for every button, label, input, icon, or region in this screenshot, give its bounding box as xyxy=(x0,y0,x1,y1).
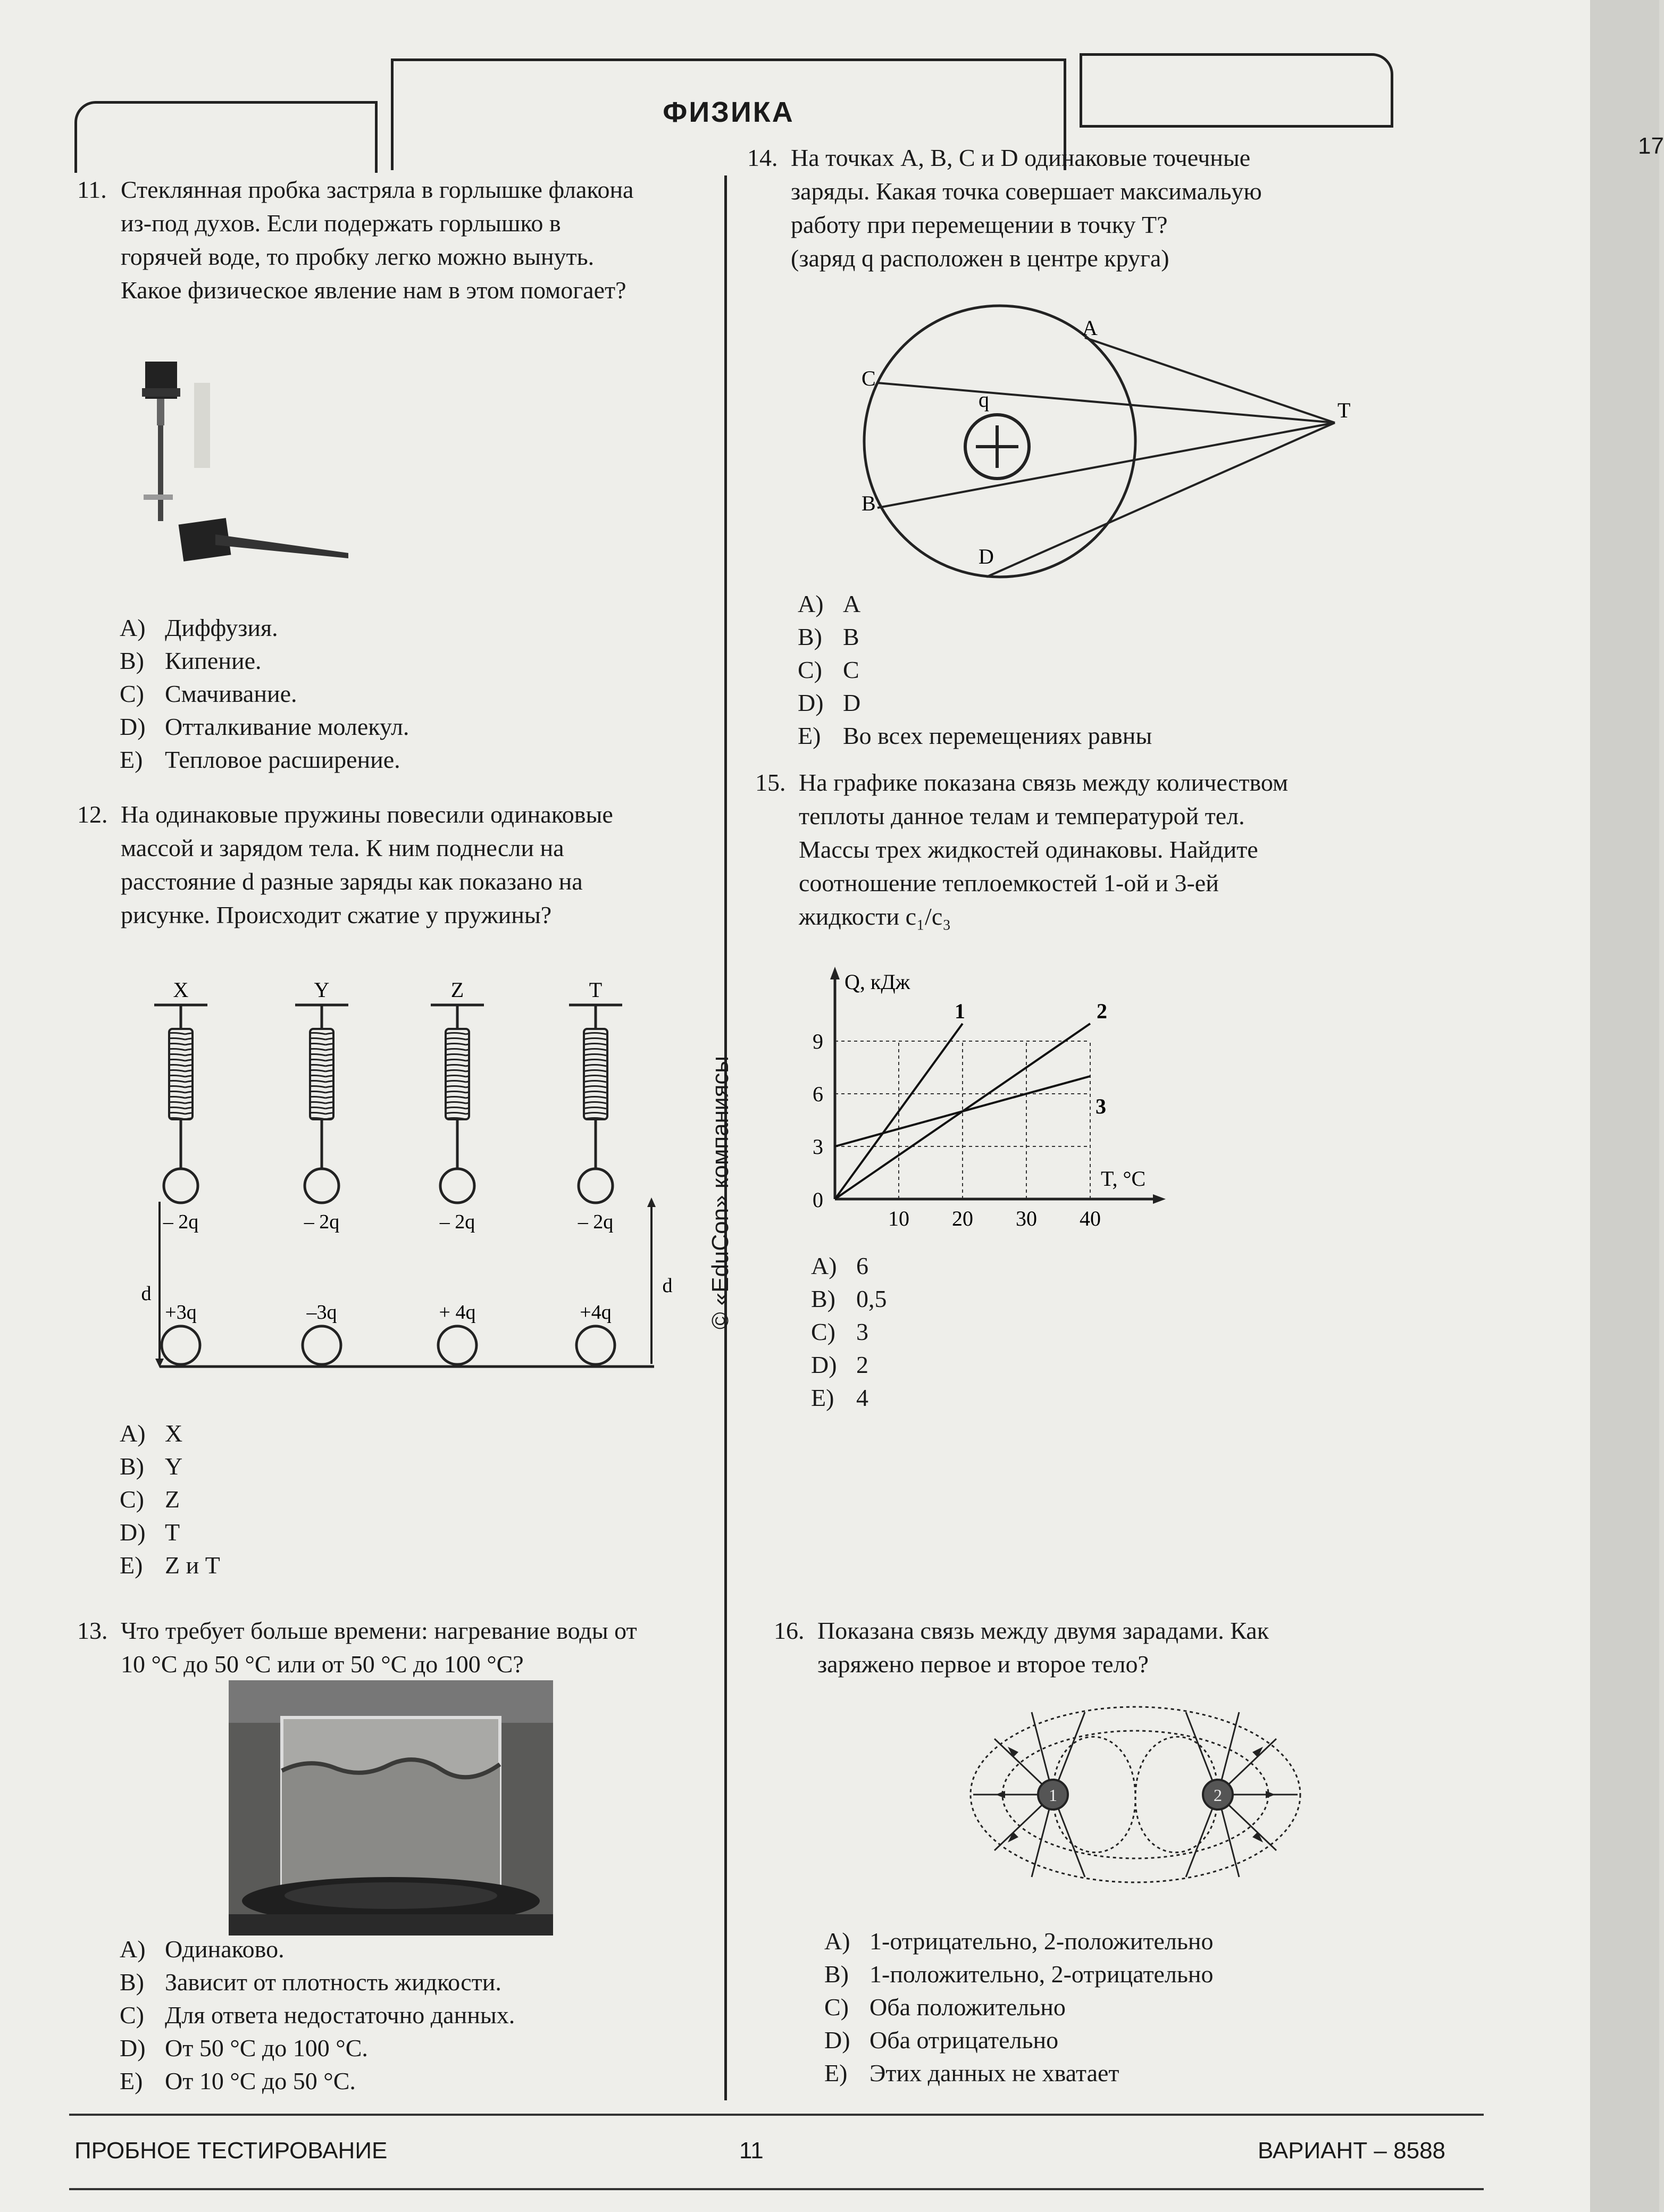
option-c[interactable]: C) Смачивание. xyxy=(120,680,297,707)
footer-page-number: 11 xyxy=(739,2138,764,2164)
question-number: 13. xyxy=(77,1617,108,1644)
option-c[interactable]: C) 3 xyxy=(811,1318,868,1345)
footer-left: ПРОБНОЕ ТЕСТИРОВАНИЕ xyxy=(74,2138,388,2164)
x-tick-label: 40 xyxy=(1080,1206,1101,1230)
option-d[interactable]: D) T xyxy=(120,1519,180,1546)
y-axis-arrow xyxy=(830,967,840,979)
q13-figure-beaker-photo xyxy=(229,1680,553,1936)
q12-figure-springs xyxy=(138,973,681,1377)
option-e[interactable]: E) Z и T xyxy=(120,1552,220,1579)
svg-text:T: T xyxy=(1337,398,1351,422)
option-e[interactable]: E) 4 xyxy=(811,1384,868,1411)
x-tick-label: 20 xyxy=(952,1206,973,1230)
option-e[interactable]: E) От 10 °C до 50 °C. xyxy=(120,2067,356,2094)
option-d[interactable]: D) Отталкивание молекул. xyxy=(120,713,409,740)
origin-label: 0 xyxy=(813,1188,823,1212)
header-subject: ФИЗИКА xyxy=(663,96,795,128)
y-axis-label: Q, кДж xyxy=(844,970,910,994)
svg-text:Y: Y xyxy=(314,978,330,1002)
svg-text:– 2q: – 2q xyxy=(578,1211,614,1233)
question-13 xyxy=(77,1614,726,1683)
option-e[interactable]: E) Этих данных не хватает xyxy=(824,2059,1119,2087)
option-d[interactable]: D) D xyxy=(798,689,861,716)
chart-grid xyxy=(835,1041,1090,1199)
x-tick-label: 10 xyxy=(888,1206,909,1230)
question-12-options xyxy=(120,1417,220,1582)
question-15-options xyxy=(811,1250,887,1414)
svg-text:q: q xyxy=(979,388,989,412)
option-b[interactable]: B) Кипение. xyxy=(120,647,262,674)
svg-text:+3q: +3q xyxy=(165,1301,197,1323)
option-c[interactable]: C) Для ответа недостаточно данных. xyxy=(120,2001,515,2029)
question-15 xyxy=(755,766,1420,941)
header-left-box xyxy=(74,101,378,173)
option-a[interactable]: A) Одинаково. xyxy=(120,1936,285,1963)
svg-text:1: 1 xyxy=(1049,1786,1057,1805)
option-a[interactable]: A) A xyxy=(798,590,861,617)
q15-chart xyxy=(787,957,1191,1234)
option-d[interactable]: D) Оба отрицательно xyxy=(824,2026,1059,2054)
question-text: На одинаковые пружины повесили одинаковые массой и зарядом тела. К ним поднесли на расстояние d разные заряды как показано на рисунке. Происходит сжатие у пружины? xyxy=(121,801,613,928)
q16-figure-field-lines xyxy=(963,1696,1308,1893)
x-tick-label: 30 xyxy=(1016,1206,1037,1230)
svg-text:A: A xyxy=(1082,316,1098,340)
option-b[interactable]: B) 0,5 xyxy=(811,1285,887,1312)
option-a[interactable]: A) 6 xyxy=(811,1252,868,1279)
option-b[interactable]: B) Y xyxy=(120,1453,183,1480)
question-text: На точках A, B, C и D одинаковые точечные заряды. Какая точка совершает максимальую работу при перемещении в точку T? (заряд q расположен в центре круга) xyxy=(791,144,1262,272)
option-c[interactable]: C) Z xyxy=(120,1486,180,1513)
svg-text:D: D xyxy=(979,544,994,568)
option-b[interactable]: B) B xyxy=(798,623,859,650)
question-16 xyxy=(774,1614,1439,1683)
svg-text:C: C xyxy=(862,366,876,390)
page-corner-number: 17 xyxy=(1638,133,1664,159)
footer-rule-top xyxy=(69,2114,1484,2116)
next-page-edge xyxy=(1590,0,1664,2212)
series-label-3: 3 xyxy=(1096,1094,1106,1118)
svg-text:– 2q: – 2q xyxy=(163,1211,199,1233)
svg-text:X: X xyxy=(173,978,189,1002)
y-tick-label: 6 xyxy=(813,1082,823,1106)
svg-text:2: 2 xyxy=(1214,1786,1222,1805)
question-13-options xyxy=(120,1933,515,2098)
svg-text:B: B xyxy=(862,491,876,515)
series-line-3 xyxy=(835,1076,1090,1146)
spring-x xyxy=(154,978,207,1364)
spring-y xyxy=(295,978,348,1364)
question-11-options xyxy=(120,611,409,776)
option-a[interactable]: A) 1-отрицательно, 2-положительно xyxy=(824,1928,1214,1955)
question-text: Показана связь между двумя зарадами. Как заряжено первое и второе тело? xyxy=(817,1617,1269,1678)
question-11 xyxy=(77,173,715,311)
question-12 xyxy=(77,798,715,936)
question-number: 15. xyxy=(755,769,786,796)
svg-text:– 2q: – 2q xyxy=(439,1211,475,1233)
question-14-options xyxy=(798,588,1152,752)
question-number: 12. xyxy=(77,801,108,828)
series-label-2: 2 xyxy=(1097,999,1107,1023)
question-text: Стеклянная пробка застряла в горлышке флакона из-под духов. Если подержать горлышко в горячей воде, то пробку легко можно вынуть. Какое физическое явление нам в этом помогает? xyxy=(121,176,634,304)
question-number: 11. xyxy=(77,176,107,203)
footer-right: ВАРИАНТ – 8588 xyxy=(1258,2138,1446,2164)
option-d[interactable]: D) 2 xyxy=(811,1351,868,1378)
option-d[interactable]: D) От 50 °C до 100 °C. xyxy=(120,2034,368,2062)
svg-text:+ 4q: + 4q xyxy=(439,1301,476,1323)
option-e[interactable]: E) Во всех перемещениях равны xyxy=(798,722,1152,749)
option-b[interactable]: B) 1-положительно, 2-отрицательно xyxy=(824,1960,1214,1988)
question-number: 16. xyxy=(774,1617,805,1644)
svg-text:+4q: +4q xyxy=(580,1301,612,1323)
watermark: © «EduCon» компаниясы xyxy=(707,1056,733,1329)
footer-rule-bottom xyxy=(69,2188,1484,2190)
option-e[interactable]: E) Тепловое расширение. xyxy=(120,746,400,773)
option-a[interactable]: A) Диффузия. xyxy=(120,614,278,641)
question-text: На графике показана связь между количеством теплоты данное телам и температурой тел. Массы трех жидкостей одинаковы. Найдите соотношение теплоемкостей 1-ой и 3-ей жидкости c₁/c₃ xyxy=(799,769,1289,930)
spring-z xyxy=(431,978,484,1364)
svg-text:–3q: –3q xyxy=(306,1301,337,1323)
question-number: 14. xyxy=(747,144,778,171)
y-tick-label: 9 xyxy=(813,1029,823,1053)
question-16-options xyxy=(824,1925,1214,2090)
svg-text:– 2q: – 2q xyxy=(304,1211,340,1233)
svg-text:Z: Z xyxy=(450,978,464,1002)
series-label-1: 1 xyxy=(955,999,965,1023)
q14-figure-circle xyxy=(840,303,1367,580)
option-c[interactable]: C) C xyxy=(798,656,859,683)
option-a[interactable]: A) X xyxy=(120,1420,183,1447)
question-14 xyxy=(747,141,1412,284)
x-axis-label: T, °C xyxy=(1101,1167,1146,1191)
spring-t xyxy=(569,978,622,1364)
svg-text:d: d xyxy=(662,1275,673,1297)
question-text: Что требует больше времени: нагревание воды от 10 °C до 50 °C или от 50 °C до 100 °C? xyxy=(121,1617,637,1678)
svg-text:d: d xyxy=(141,1283,152,1305)
svg-text:T: T xyxy=(589,978,603,1002)
option-c[interactable]: C) Оба положительно xyxy=(824,1993,1066,2021)
q11-figure-perfume-bottle xyxy=(136,340,359,574)
x-axis-arrow xyxy=(1153,1194,1166,1204)
option-b[interactable]: B) Зависит от плотность жидкости. xyxy=(120,1968,501,1996)
header-right-box xyxy=(1080,53,1393,128)
y-tick-label: 3 xyxy=(813,1135,823,1159)
